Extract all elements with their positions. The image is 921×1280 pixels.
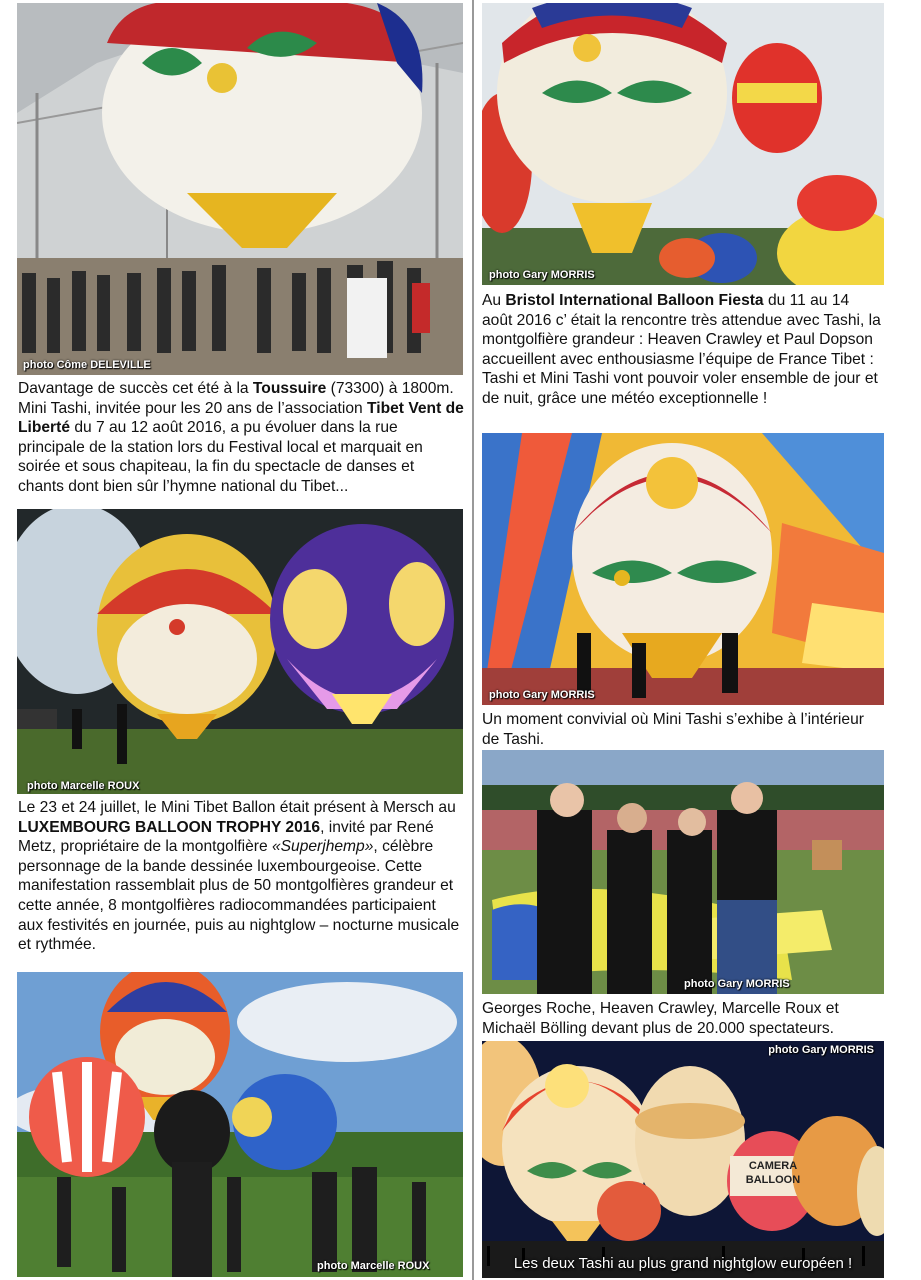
column-divider: [472, 0, 474, 1280]
caption-text: du 7 au 12 août 2016, a pu évoluer dans la rue principale de la station lors du Festival local et marquait en soirée et sous chapiteau, la fin du spectacle de danses et chants dont bien sûr l’hymne national du Tibet...: [18, 419, 423, 495]
caption-text: Le 23 et 24 juillet, le Mini Tibet Ballon était présent à Mersch au: [18, 799, 456, 816]
caption-text: (73300) à 1800m. Mini Tashi, invitée pour les 20 ans de l’association: [18, 380, 454, 417]
toussuire-photo-image: [17, 3, 463, 375]
caption-luxembourg: [18, 798, 464, 955]
caption-interior: Un moment convivial où Mini Tashi s’exhibe à l’intérieur de Tashi.: [482, 711, 864, 748]
caption-bold: Tibet Vent de Liberté: [18, 399, 464, 437]
caption-text: Au: [482, 292, 506, 309]
luxembourg-day-photo-image: [17, 972, 463, 1277]
luxembourg-night-photo: [17, 509, 463, 794]
balloon-envelope-text: [738, 1159, 808, 1187]
bristol-photo-image: [482, 3, 884, 285]
caption-text: , célèbre personnage de la bande dessinée luxembourgeoise. Cette manifestation rassemblait plus de 50 montgolfières grandeur et cette année, 8 montgolfières radiocommandées participaient aux festivités en journée, puis au nightglow – nocturne musicale et rythmée.: [18, 838, 460, 954]
caption-bristol: [482, 291, 882, 409]
group-photo-image: [482, 750, 884, 994]
balloon-text-line: BALLOON: [745, 1174, 801, 1186]
photo-credit: photo Gary MORRIS: [684, 978, 790, 990]
balloon-text-line: CAMERA: [748, 1160, 798, 1172]
interior-photo-image: [482, 433, 884, 705]
caption-bold: Bristol International Balloon Fiesta: [505, 292, 764, 309]
caption-toussuire: [18, 379, 464, 497]
photo-credit: photo Côme DELEVILLE: [23, 359, 151, 371]
photo-credit: photo Marcelle ROUX: [27, 780, 140, 792]
photo-credit: photo Gary MORRIS: [489, 269, 595, 281]
nightglow-photo: [482, 1041, 884, 1278]
photo-credit: photo Marcelle ROUX: [317, 1260, 430, 1272]
caption-bold: Toussuire: [252, 380, 327, 397]
caption-group: Georges Roche, Heaven Crawley, Marcelle Roux et Michaël Bölling devant plus de 20.000 spectateurs.: [482, 1000, 839, 1037]
caption-italic: «Superjhemp»: [271, 838, 374, 856]
bristol-photo: [482, 3, 884, 285]
caption-text: du 11 au 14 août 2016 c’ était la rencontre très attendue avec Tashi, la montgolfière grandeur : Heaven Crawley et Paul Dopson accueillent avec enthousiasme l’équipe de France Tibet : Tashi et Mini Tashi vont pouvoir voler ensemble de jour et de nuit, grâce une météo exceptionnelle !: [482, 292, 881, 407]
photo-credit: photo Gary MORRIS: [489, 689, 595, 701]
toussuire-photo: [17, 3, 463, 375]
nightglow-photo-image: [482, 1041, 884, 1278]
caption-text: Davantage de succès cet été à la: [18, 380, 253, 397]
caption-text: , invité par René Metz, propriétaire de la montgolfière: [18, 818, 434, 856]
group-photo: [482, 750, 884, 994]
photo-credit: photo Gary MORRIS: [768, 1044, 874, 1056]
luxembourg-day-photo: [17, 972, 463, 1277]
interior-photo: [482, 433, 884, 705]
luxembourg-night-photo-image: [17, 509, 463, 794]
caption-bold: LUXEMBOURG BALLOON TROPHY 2016: [18, 818, 321, 836]
nightglow-caption: Les deux Tashi au plus grand nightglow européen !: [513, 1255, 853, 1272]
